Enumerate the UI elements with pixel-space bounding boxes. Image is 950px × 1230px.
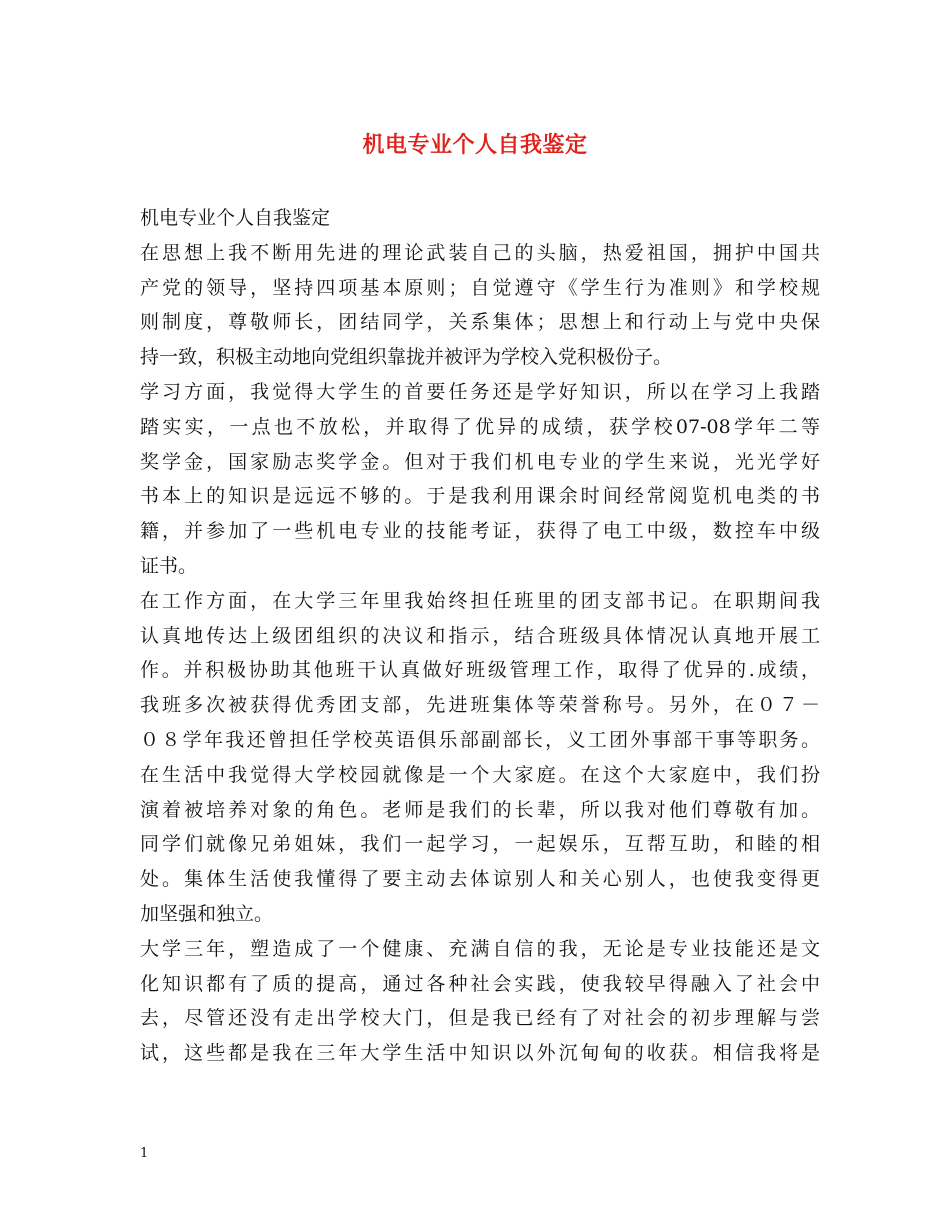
body-line: 学习方面，我觉得大学生的首要任务还是学好知识，所以在学习上我踏 [140, 380, 820, 403]
body-line: 籍，并参加了一些机电专业的技能考证，获得了电工中级，数控车中级 [140, 520, 820, 543]
body-line: 产党的领导，坚持四项基本原则；自觉遵守《学生行为准则》和学校规 [140, 276, 820, 299]
body-line: 持一致，积极主动地向党组织靠拢并被评为学校入党积极份子。 [140, 346, 673, 369]
body-line: 证书。 [140, 554, 198, 577]
body-line: 我班多次被获得优秀团支部，先进班集体等荣誉称号。另外，在０７－ [140, 694, 820, 717]
body-line: 书本上的知识是远远不够的。于是我利用课余时间经常阅览机电类的书 [140, 485, 820, 508]
body-line: 机电专业个人自我鉴定 [140, 207, 331, 229]
body-line: 去，尽管还没有走出学校大门，但是我已经有了对社会的初步理解与尝 [140, 1007, 820, 1030]
body-line: 踏实实，一点也不放松，并取得了优异的成绩，获学校07-08学年二等 [140, 415, 820, 438]
body-line: 处。集体生活使我懂得了要主动去体谅别人和关心别人，也使我变得更 [140, 868, 820, 891]
body-line: 加坚强和独立。 [140, 902, 274, 925]
body-line: 认真地传达上级团组织的决议和指示，结合班级具体情况认真地开展工 [140, 624, 820, 647]
document-title: 机电专业个人自我鉴定 [362, 132, 588, 158]
body-line: 作。并积极协助其他班干认真做好班级管理工作，取得了优异的.成绩， [140, 659, 820, 682]
body-line: 同学们就像兄弟姐妹，我们一起学习，一起娱乐，互帮互助，和睦的相 [140, 833, 820, 856]
body-line: ０８学年我还曾担任学校英语俱乐部副部长，义工团外事部干事等职务。 [140, 728, 820, 751]
body-line: 试，这些都是我在三年大学生活中知识以外沉甸甸的收获。相信我将是 [140, 1042, 820, 1065]
body-line: 在生活中我觉得大学校园就像是一个大家庭。在这个大家庭中，我们扮 [140, 763, 820, 786]
body-line: 大学三年，塑造成了一个健康、充满自信的我，无论是专业技能还是文 [140, 937, 820, 960]
body-line: 则制度，尊敬师长，团结同学，关系集体；思想上和行动上与党中央保 [140, 311, 820, 334]
body-line: 演着被培养对象的角色。老师是我们的长辈，所以我对他们尊敬有加。 [140, 798, 820, 821]
body-line: 奖学金，国家励志奖学金。但对于我们机电专业的学生来说，光光学好 [140, 450, 820, 473]
page-number: 1 [140, 1146, 149, 1161]
body-line: 在工作方面，在大学三年里我始终担任班里的团支部书记。在职期间我 [140, 589, 820, 612]
document-body [140, 201, 820, 1071]
body-line: 在思想上我不断用先进的理论武装自己的头脑，热爱祖国，拥护中国共 [140, 241, 820, 264]
body-line: 化知识都有了质的提高，通过各种社会实践，使我较早得融入了社会中 [140, 972, 820, 995]
